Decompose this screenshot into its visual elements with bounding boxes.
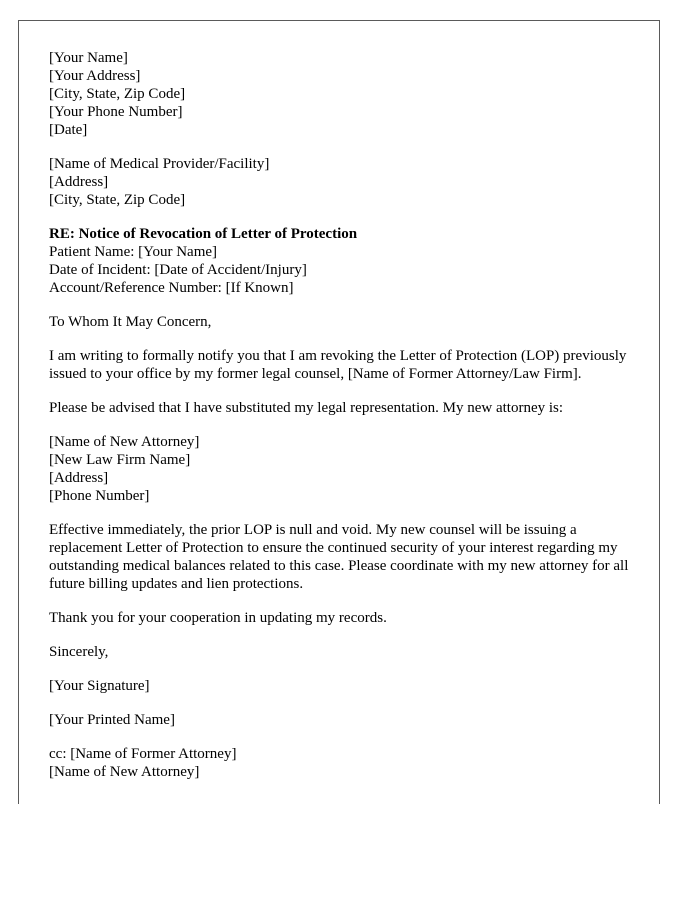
sender-block bbox=[49, 49, 649, 139]
recipient-address: [Address] bbox=[49, 174, 109, 190]
sender-address: [Your Address] bbox=[49, 68, 141, 84]
sender-city-state-zip: [City, State, Zip Code] bbox=[49, 86, 186, 102]
cc-former-attorney: cc: [Name of Former Attorney] bbox=[49, 746, 237, 762]
incident-date-line: Date of Incident: [Date of Accident/Injury] bbox=[49, 262, 307, 278]
recipient-city-state-zip: [City, State, Zip Code] bbox=[49, 192, 186, 208]
closing: Sincerely, bbox=[49, 644, 109, 660]
paragraph-revocation: I am writing to formally notify you that I am revoking the Letter of Protection (LOP) previously issued to your office by my former legal counsel, [Name of Former Attorney/Law Firm]. bbox=[49, 348, 627, 382]
paragraph-substitution: Please be advised that I have substituted my legal representation. My new attorney is: bbox=[49, 400, 564, 416]
sender-name: [Your Name] bbox=[49, 50, 128, 66]
re-subject: RE: Notice of Revocation of Letter of Protection bbox=[49, 226, 358, 242]
letter-page bbox=[18, 20, 660, 804]
salutation: To Whom It May Concern, bbox=[49, 314, 212, 330]
re-block bbox=[49, 225, 649, 297]
printed-name: [Your Printed Name] bbox=[49, 712, 175, 728]
cc-block bbox=[49, 745, 649, 781]
letter-date: [Date] bbox=[49, 122, 88, 138]
new-attorney-phone: [Phone Number] bbox=[49, 488, 150, 504]
new-attorney-block bbox=[49, 433, 649, 505]
letter-body bbox=[49, 49, 649, 781]
paragraph-effective: Effective immediately, the prior LOP is null and void. My new counsel will be issuing a replacement Letter of Protection to ensure the continued security of your interest regarding my outstanding medical balances related to this case. Please coordinate with my new attorney for all future billing updates and lien protections. bbox=[49, 522, 629, 592]
paragraph-thanks: Thank you for your cooperation in updating my records. bbox=[49, 610, 387, 626]
patient-name-line: Patient Name: [Your Name] bbox=[49, 244, 218, 260]
recipient-block bbox=[49, 155, 649, 209]
recipient-name: [Name of Medical Provider/Facility] bbox=[49, 156, 270, 172]
new-law-firm-name: [New Law Firm Name] bbox=[49, 452, 191, 468]
account-reference-line: Account/Reference Number: [If Known] bbox=[49, 280, 294, 296]
new-attorney-name: [Name of New Attorney] bbox=[49, 434, 200, 450]
sender-phone: [Your Phone Number] bbox=[49, 104, 183, 120]
cc-new-attorney: [Name of New Attorney] bbox=[49, 764, 200, 780]
new-attorney-address: [Address] bbox=[49, 470, 109, 486]
signature-placeholder: [Your Signature] bbox=[49, 678, 150, 694]
